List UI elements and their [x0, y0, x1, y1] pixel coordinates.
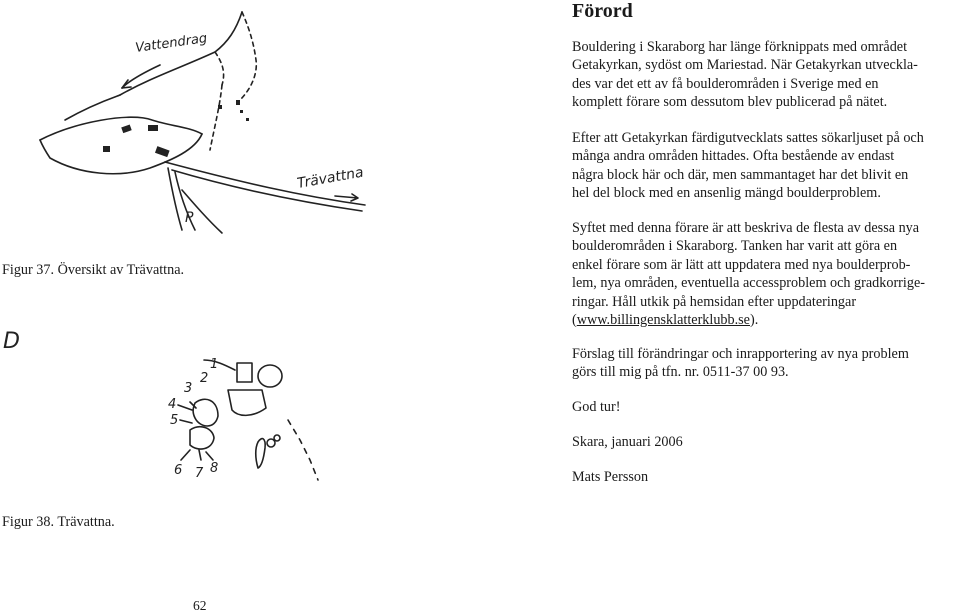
block-number: 6 — [174, 463, 183, 478]
text-line: Getakyrkan, sydöst om Mariestad. När Getakyrkan utveckla- — [572, 57, 918, 74]
text-line: ringar. Håll utkik på hemsidan efter uppdateringar — [572, 293, 857, 310]
text-line: görs till mig på tfn. nr. 0511-37 00 93. — [572, 364, 789, 381]
paragraph-contact — [572, 345, 957, 382]
link-suffix: ). — [749, 312, 759, 329]
link-prefix: ( — [572, 312, 577, 329]
block-number: 8 — [210, 461, 219, 476]
text-line: Efter att Getakyrkan färdigutvecklats sattes sökarljuset på och — [572, 130, 924, 146]
paragraph-author — [572, 468, 957, 486]
text-line: lem, nya områden, eventuella accessproblem och gradkorrige- — [572, 275, 925, 292]
paragraph-place-date — [572, 433, 957, 451]
lake-label: Vattendrag — [134, 31, 209, 56]
text-line: komplett förare som dessutom blev publicerad på nätet. — [572, 94, 888, 111]
text-line: boulderområden i Skaraborg. Tanken har varit att göra en — [572, 238, 898, 255]
figure-37-caption: Figur 37. Översikt av Trävattna. — [2, 262, 185, 278]
block-number: 2 — [200, 371, 209, 386]
block-number: 7 — [195, 466, 204, 481]
block-number: 5 — [170, 413, 179, 428]
text-line: några block här och där, men sammantaget har det blivit en — [572, 166, 909, 183]
text-line: Mats Persson — [572, 469, 649, 485]
place-label: Trävattna — [295, 164, 365, 192]
page-number: 62 — [193, 598, 207, 613]
paragraph-purpose — [572, 219, 957, 329]
paragraph-intro — [572, 38, 957, 112]
text-line-link — [572, 311, 957, 329]
block-number: 4 — [168, 397, 177, 412]
paragraph-development — [572, 129, 957, 203]
sketch-letter: D — [3, 329, 20, 354]
parking-label: P — [185, 210, 194, 226]
page-title: Förord — [572, 0, 633, 22]
website-link[interactable]: www.billingensklatterklubb.se — [576, 312, 750, 329]
text-line: enkel förare som är lätt att uppdatera med nya boulderprob- — [572, 256, 911, 273]
text-line: många andra områden hittades. Ofta bestående av endast — [572, 148, 895, 165]
text-line: hel del block med en ansenlig mängd boulderproblem. — [572, 185, 881, 202]
figure-38-caption: Figur 38. Trävattna. — [2, 514, 115, 530]
text-line: des var det ett av få boulderområden i Sverige med en — [572, 75, 879, 92]
text-line: Syftet med denna förare är att beskriva de flesta av dessa nya — [572, 220, 920, 236]
area-sketch-figure — [0, 320, 340, 505]
text-line: Skara, januari 2006 — [572, 434, 683, 450]
paragraph-greeting — [572, 398, 957, 416]
text-line: Förslag till förändringar och inrapportering av nya problem — [572, 346, 909, 362]
block-number: 3 — [184, 381, 193, 396]
block-number: 1 — [210, 357, 219, 372]
text-line: God tur! — [572, 399, 621, 415]
overview-map-figure — [0, 0, 380, 245]
text-line: Bouldering i Skaraborg har länge förknippats med området — [572, 39, 908, 55]
